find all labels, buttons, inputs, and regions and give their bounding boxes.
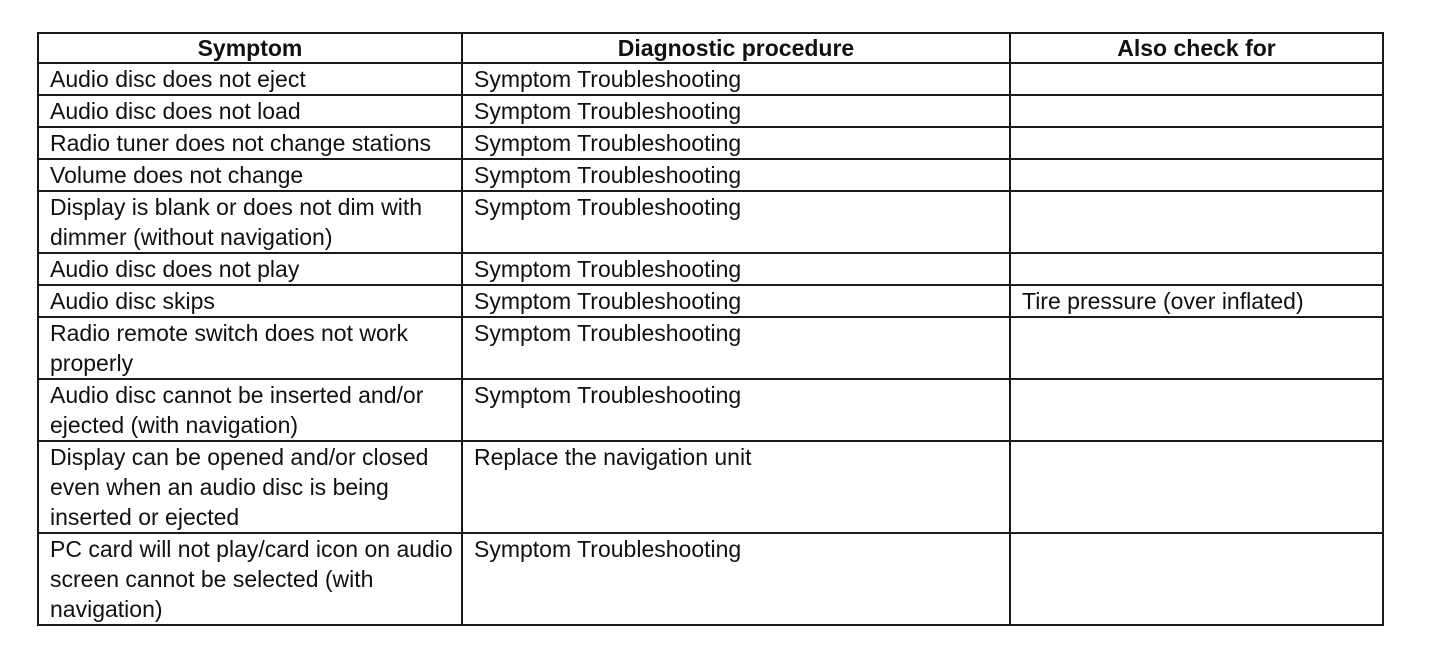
also-check-cell: Tire pressure (over inflated) — [1010, 285, 1383, 317]
header-diagnostic-procedure: Diagnostic procedure — [462, 33, 1010, 63]
header-row — [38, 33, 1383, 63]
also-check-cell — [1010, 95, 1383, 127]
also-check-cell — [1010, 533, 1383, 625]
procedure-cell: Symptom Troubleshooting — [462, 379, 1010, 441]
table-row — [38, 285, 1383, 317]
symptom-cell: Audio disc does not play — [38, 253, 462, 285]
also-check-cell — [1010, 441, 1383, 533]
table-row — [38, 159, 1383, 191]
procedure-cell: Symptom Troubleshooting — [462, 63, 1010, 95]
also-check-cell — [1010, 127, 1383, 159]
procedure-cell: Symptom Troubleshooting — [462, 127, 1010, 159]
procedure-cell: Symptom Troubleshooting — [462, 285, 1010, 317]
symptom-cell: Display can be opened and/or closed even when an audio disc is being inserted or ejected — [38, 441, 462, 533]
also-check-cell — [1010, 379, 1383, 441]
symptom-cell: Radio remote switch does not work properly — [38, 317, 462, 379]
table-row — [38, 317, 1383, 379]
table-row — [38, 441, 1383, 533]
symptom-cell: Volume does not change — [38, 159, 462, 191]
table-row — [38, 253, 1383, 285]
symptom-cell: Audio disc does not load — [38, 95, 462, 127]
procedure-cell: Symptom Troubleshooting — [462, 317, 1010, 379]
procedure-cell: Symptom Troubleshooting — [462, 191, 1010, 253]
table-row — [38, 379, 1383, 441]
procedure-cell: Symptom Troubleshooting — [462, 253, 1010, 285]
symptom-cell: Audio disc cannot be inserted and/or ejected (with navigation) — [38, 379, 462, 441]
also-check-cell — [1010, 317, 1383, 379]
symptom-cell: Radio tuner does not change stations — [38, 127, 462, 159]
also-check-cell — [1010, 253, 1383, 285]
procedure-cell: Symptom Troubleshooting — [462, 159, 1010, 191]
also-check-cell — [1010, 63, 1383, 95]
also-check-cell — [1010, 191, 1383, 253]
procedure-cell: Replace the navigation unit — [462, 441, 1010, 533]
symptom-cell: Audio disc does not eject — [38, 63, 462, 95]
table-row — [38, 95, 1383, 127]
symptom-cell: Display is blank or does not dim with dimmer (without navigation) — [38, 191, 462, 253]
table-row — [38, 533, 1383, 625]
procedure-cell: Symptom Troubleshooting — [462, 533, 1010, 625]
table-row — [38, 63, 1383, 95]
table-row — [38, 127, 1383, 159]
header-symptom: Symptom — [38, 33, 462, 63]
table-row — [38, 191, 1383, 253]
procedure-cell: Symptom Troubleshooting — [462, 95, 1010, 127]
symptom-table-container — [37, 32, 1384, 626]
header-also-check-for: Also check for — [1010, 33, 1383, 63]
also-check-cell — [1010, 159, 1383, 191]
symptom-table — [37, 32, 1384, 626]
symptom-cell: Audio disc skips — [38, 285, 462, 317]
symptom-cell: PC card will not play/card icon on audio screen cannot be selected (with navigation) — [38, 533, 462, 625]
